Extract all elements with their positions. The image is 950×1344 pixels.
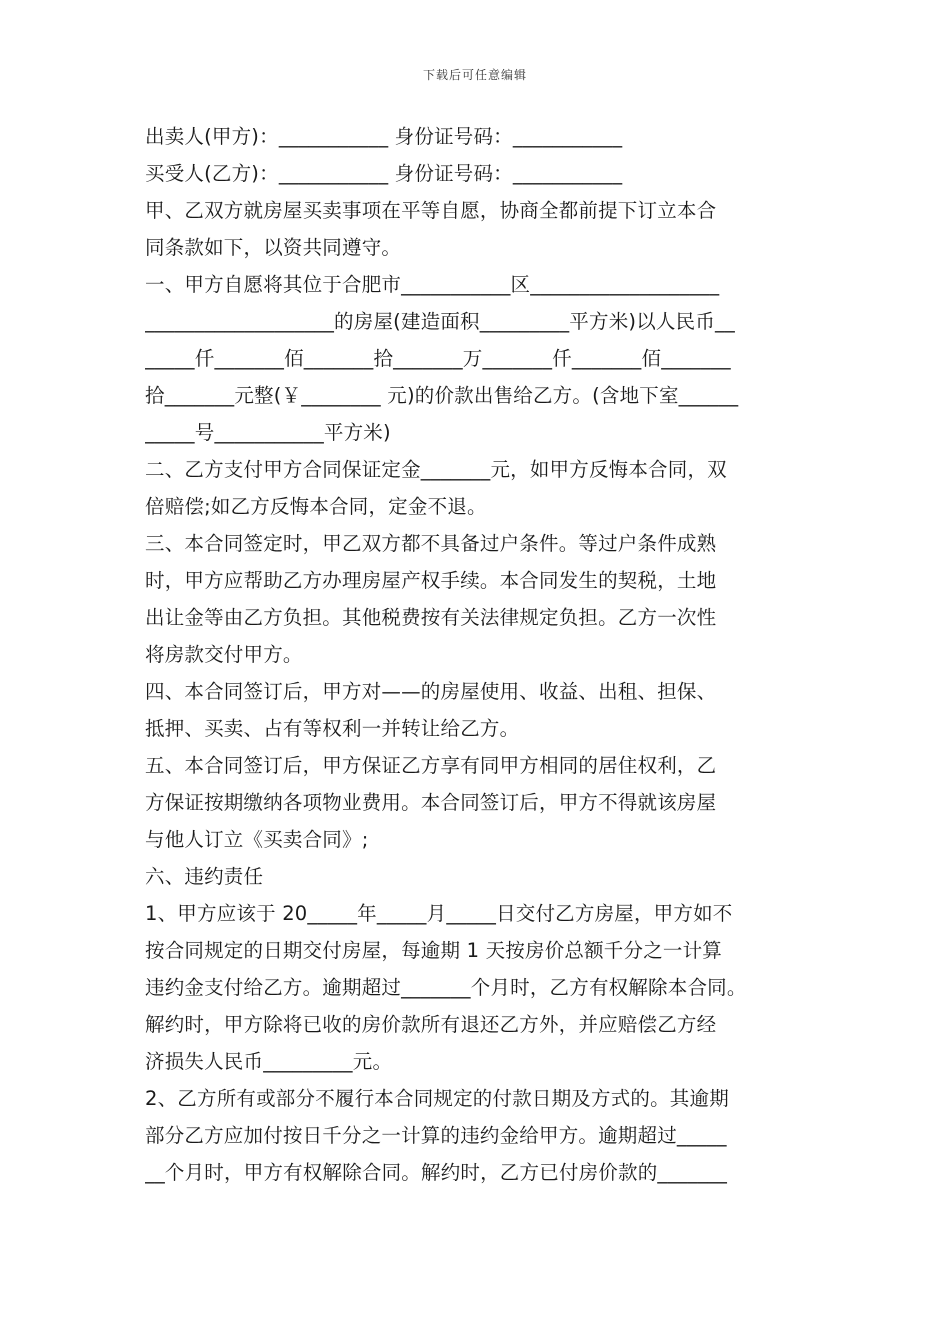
text-line: 时，甲方应帮助乙方办理房屋产权手续。本合同发生的契税，土地 (145, 569, 717, 592)
seller-line: 出卖人(甲方)：___________ 身份证号码：___________ (145, 125, 623, 148)
clause-1-line: 一、甲方自愿将其位于合肥市___________区___________________ (145, 273, 720, 296)
text-line: 按合同规定的日期交付房屋，每逾期 1 天按房价总额千分之一计算 (145, 939, 723, 962)
clause-3-line: 三、本合同签定时，甲乙双方都不具备过户条件。等过户条件成熟 (145, 532, 717, 555)
buyer-line: 买受人(乙方)：___________ 身份证号码：___________ (145, 162, 623, 185)
text-line: 违约金支付给乙方。逾期超过_______个月时，乙方有权解除本合同。 (145, 976, 747, 999)
text-line: __个月时，甲方有权解除合同。解约时，乙方已付房价款的_______ (145, 1161, 728, 1184)
text-line: ___________________的房屋(建造面积_________平方米)以人民币__ (145, 310, 735, 333)
text-line: 拾_______元整(￥________ 元)的价款出售给乙方。(含地下室______ (145, 384, 739, 407)
text-line: 甲、乙双方就房屋买卖事项在平等自愿，协商全都前提下订立本合 (145, 199, 717, 222)
clause-2-line: 二、乙方支付甲方合同保证定金_______元，如甲方反悔本合同，双 (145, 458, 727, 481)
text-line: 倍赔偿;如乙方反悔本合同，定金不退。 (145, 495, 487, 518)
text-line: 将房款交付甲方。 (145, 643, 303, 666)
text-line: 济损失人民币_________元。 (145, 1050, 393, 1073)
text-line: 抵押、买卖、占有等权利一并转让给乙方。 (145, 717, 520, 740)
contract-body (145, 118, 810, 1191)
text-line: 解约时，甲方除将已收的房价款所有退还乙方外，并应赔偿乙方经 (145, 1013, 717, 1036)
clause-5-line: 五、本合同签订后，甲方保证乙方享有同甲方相同的居住权利，乙 (145, 754, 717, 777)
clause-4-line: 四、本合同签订后，甲方对——的房屋使用、收益、出租、担保、 (145, 680, 717, 703)
text-line: 部分乙方应加付按日千分之一计算的违约金给甲方。逾期超过_____ (145, 1124, 727, 1147)
item-2-line: 2、乙方所有或部分不履行本合同规定的付款日期及方式的。其逾期 (145, 1087, 729, 1110)
clause-6-heading: 六、违约责任 (145, 865, 264, 888)
text-line: 出让金等由乙方负担。其他税费按有关法律规定负担。乙方一次性 (145, 606, 717, 629)
text-line: 同条款如下，以资共同遵守。 (145, 236, 402, 259)
text-line: 与他人订立《买卖合同》; (145, 828, 369, 851)
page-header-note: 下载后可任意编辑 (422, 68, 527, 82)
text-line: _____号___________平方米) (145, 421, 391, 444)
item-1-line: 1、甲方应该于 20_____年_____月_____日交付乙方房屋，甲方如不 (145, 902, 733, 925)
text-line: 方保证按期缴纳各项物业费用。本合同签订后，甲方不得就该房屋 (145, 791, 717, 814)
text-line: _____仟_______佰_______拾_______万_______仟_______佰_______ (145, 347, 731, 370)
